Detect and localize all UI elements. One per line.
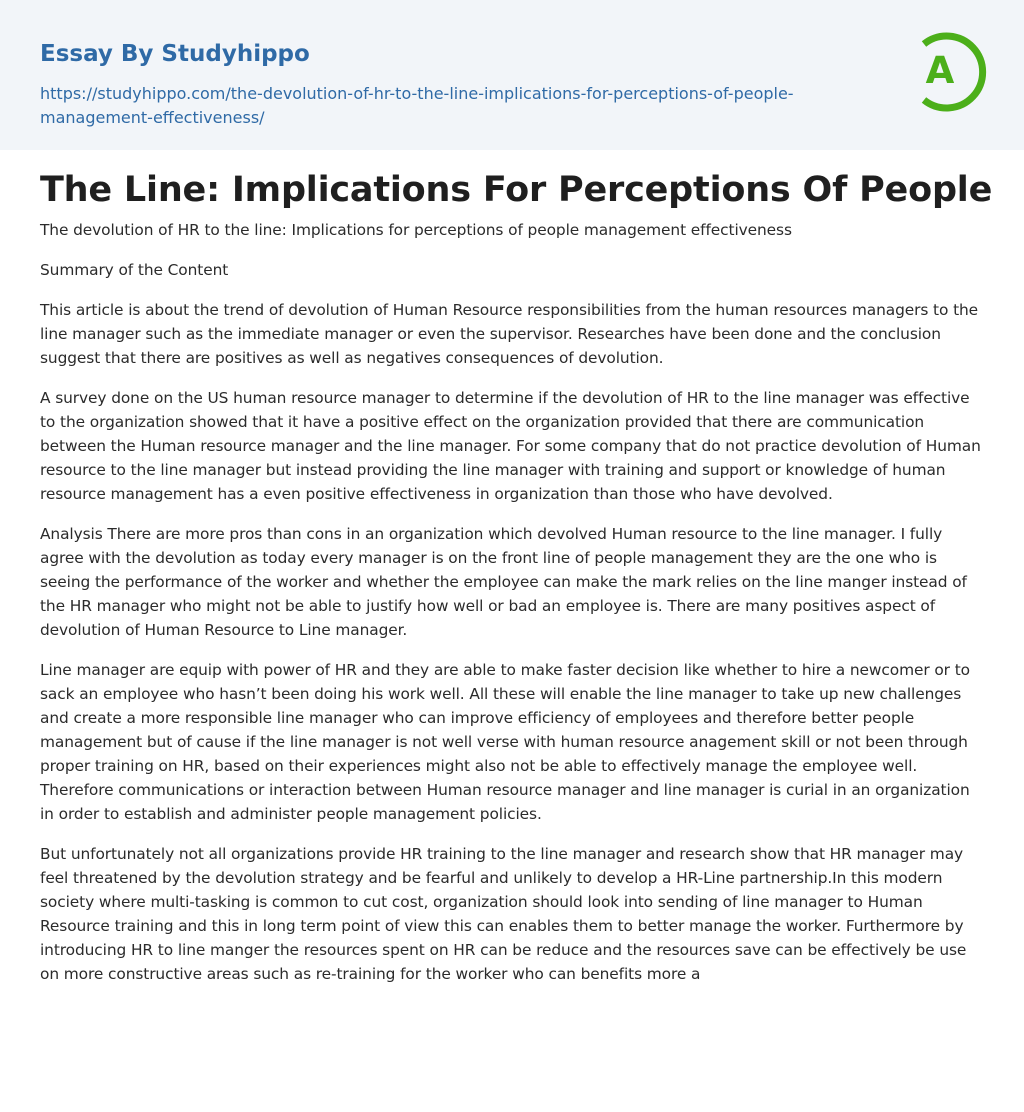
article-paragraph: This article is about the trend of devolution of Human Resource responsibilities from the human resources managers to the line manager such as the immediate manager or even the supervisor. Researches have been done and the conclusion suggest that there are positives as well as negatives consequences of devolution.	[40, 301, 979, 367]
studyhippo-logo-icon[interactable]	[912, 28, 988, 118]
source-link[interactable]: https://studyhippo.com/the-devolution-of-hr-to-the-line-implications-for-perceptions-of-people-management-effectiveness/	[40, 84, 794, 127]
article-paragraph: Line manager are equip with power of HR and they are able to make faster decision like whether to hire a newcomer or to sack an employee who hasn’t been doing his work well. All these will enable the line manager to take up new challenges and create a more responsible line manager who can improve efficiency of employees and therefore better people management but of cause if the line manager is not well verse with human resource anagement skill or not been through proper training on HR, based on their experiences might also not be able to effectively manage the employee well. Therefore communications or interaction between Human resource manager and line manager is curial in an organization in order to establish and administer people management policies.	[40, 661, 970, 823]
site-header	[0, 0, 1024, 150]
logo-letter: A	[925, 49, 955, 92]
article-paragraph: A survey done on the US human resource manager to determine if the devolution of HR to the line manager was effective to the organization showed that it have a positive effect on the organization provided that there are communication between the Human resource manager and the line manager. For some company that do not practice devolution of Human resource to the line manager but instead providing the line manager with training and support or knowledge of human resource management has a even positive effectiveness in organization than those who have devolved.	[40, 389, 981, 503]
brand-title: Essay By Studyhippo	[40, 41, 310, 67]
page-title: The Line: Implications For Perceptions Of People	[40, 170, 993, 210]
article-paragraph: But unfortunately not all organizations provide HR training to the line manager and research show that HR manager may feel threatened by the devolution strategy and be fearful and unlikely to develop a HR-Line partnership.In this modern society where multi-tasking is common to cut cost, organization should look into sending of line manager to Human Resource training and this in long term point of view this can enables them to better manage the worker. Furthermore by introducing HR to line manger the resources spent on HR can be reduce and the resources save can be effectively be use on more constructive areas such as re-training for the worker who can benefits more a	[40, 845, 967, 983]
article-paragraph: Analysis There are more pros than cons in an organization which devolved Human resource to the line manager. I fully agree with the devolution as today every manager is on the front line of people management they are the one who is seeing the performance of the worker and whether the employee can make the mark relies on the line manger instead of the HR manager who might not be able to justify how well or bad an employee is. There are many positives aspect of devolution of Human Resource to Line manager.	[40, 525, 967, 639]
article-body	[40, 160, 993, 1002]
article-paragraph: Summary of the Content	[40, 261, 229, 279]
article-paragraph: The devolution of HR to the line: Implications for perceptions of people management effectiveness	[40, 221, 792, 239]
